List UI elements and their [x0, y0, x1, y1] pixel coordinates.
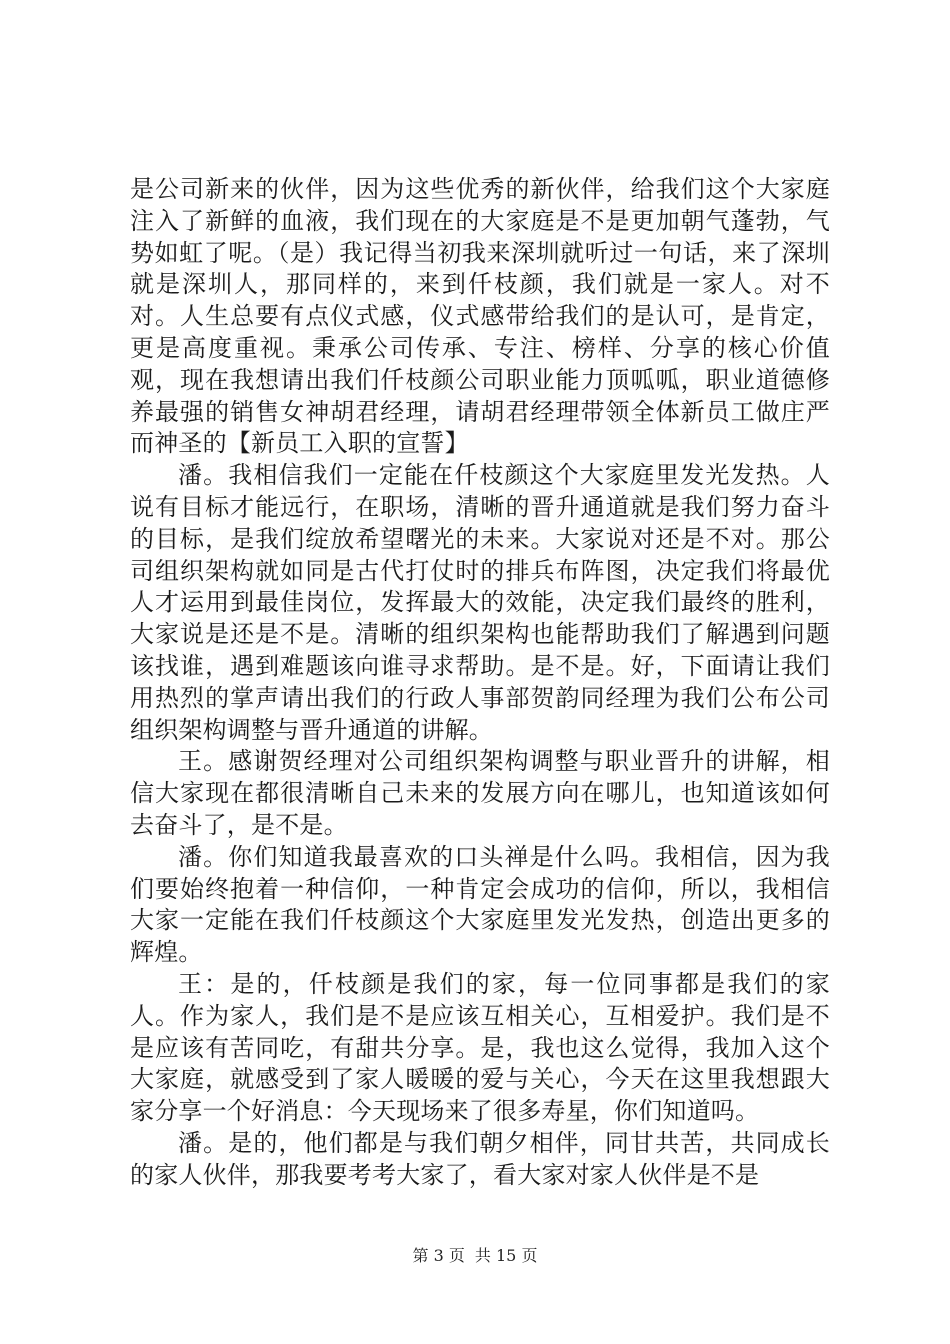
paragraph-4: 潘。你们知道我最喜欢的口头禅是什么吗。我相信，因为我们要始终抱着一种信仰，一种肯定会成功的信仰，所以，我相信大家一定能在我们仟枝颜这个大家庭里发光发热，创造出更多的辉煌。 [130, 842, 830, 967]
document-body [130, 174, 830, 1192]
paragraph-6: 潘。是的，他们都是与我们朝夕相伴，同甘共苦，共同成长的家人伙伴，那我要考考大家了，看大家对家人伙伴是不是 [130, 1128, 830, 1189]
paragraph-2: 潘。我相信我们一定能在仟枝颜这个大家庭里发光发热。人说有目标才能远行，在职场，清晰的晋升通道就是我们努力奋斗的目标，是我们绽放希望曙光的未来。大家说对还是不对。那公司组织架构就如同是古代打仗时的排兵布阵图，决定我们将最优人才运用到最佳岗位，发挥最大的效能，决定我们最终的胜利，大家说是还是不是。清晰的组织架构也能帮助我们了解遇到问题该找谁，遇到难题该向谁寻求帮助。是不是。好，下面请让我们用热烈的掌声请出我们的行政人事部贺韵同经理为我们公布公司组织架构调整与晋升通道的讲解。 [130, 461, 830, 744]
page-total: 共 15 页 [474, 1246, 538, 1265]
paragraph-3: 王。感谢贺经理对公司组织架构调整与职业晋升的讲解，相信大家现在都很清晰自己未来的发展方向在哪儿，也知道该如何去奋斗了，是不是。 [130, 747, 830, 839]
paragraph-5: 王：是的，仟枝颜是我们的家，每一位同事都是我们的家人。作为家人，我们是不是应该互相关心，互相爱护。我们是不是应该有苦同吃，有甜共分享。是，我也这么觉得，我加入这个大家庭，就感受到了家人暖暖的爱与关心，今天在这里我想跟大家分享一个好消息：今天现场来了很多寿星，你们知道吗。 [130, 969, 830, 1126]
paragraph-1: 是公司新来的伙伴，因为这些优秀的新伙伴，给我们这个大家庭注入了新鲜的血液，我们现在的大家庭是不是更加朝气蓬勃，气势如虹了呢。（是）我记得当初我来深圳就听过一句话，来了深圳就是深圳人，那同样的，来到仟枝颜，我们就是一家人。对不对。人生总要有点仪式感，仪式感带给我们的是认可，是肯定，更是高度重视。秉承公司传承、专注、榜样、分享的核心价值观，现在我想请出我们仟枝颜公司职业能力顶呱呱，职业道德修养最强的销售女神胡君经理，请胡君经理带领全体新员工做庄严而神圣的【新员工入职的宣誓】 [130, 175, 830, 458]
page-footer [0, 1243, 950, 1266]
page-number: 第 3 页 [412, 1246, 465, 1265]
